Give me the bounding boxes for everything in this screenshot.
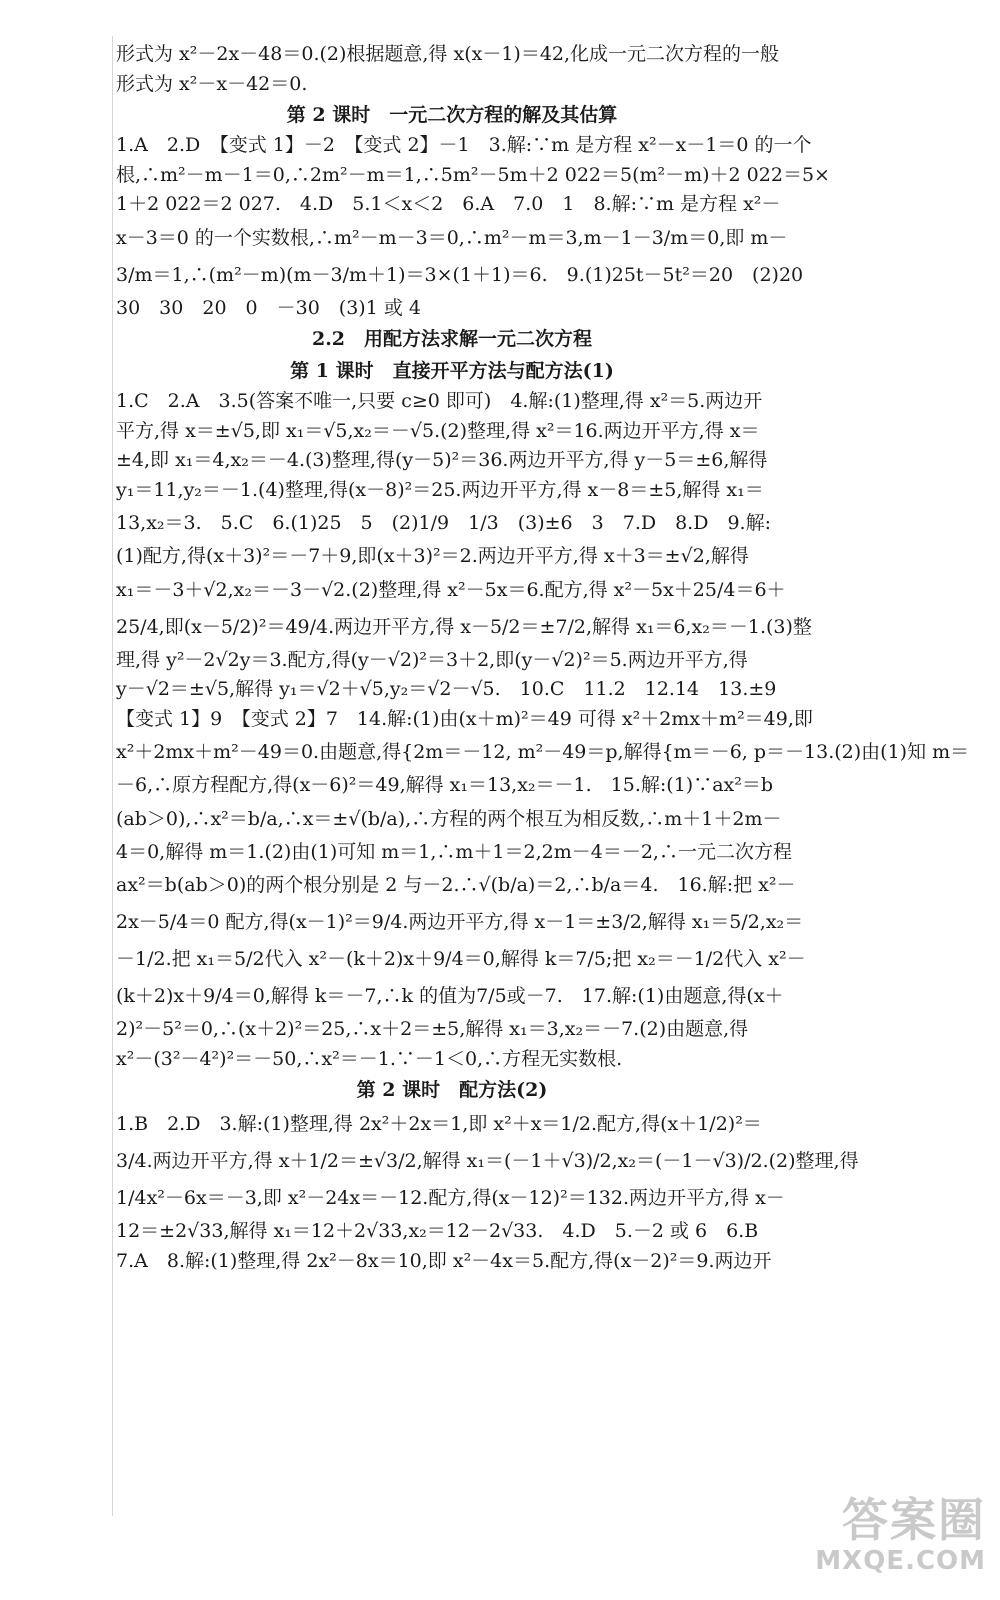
answer-line: ±4,即 x₁＝4,x₂＝－4.(3)整理,得(y－5)²＝36.两边开平方,得 y－5＝±6,解得 bbox=[116, 449, 768, 471]
answer-line: 1＋2 022＝2 027. 4.D 5.1＜x＜2 6.A 7.0 1 8.解:∵m 是方程 x²－ bbox=[116, 193, 781, 215]
answer-line: x²－(3²－4²)²＝－50,∴x²＝－1.∵－1＜0,∴方程无实数根. bbox=[116, 1047, 623, 1070]
answer-line: x－3＝0 的一个实数根,∴m²－m－3＝0,∴m²－m＝3,m－1－3/m＝0,即 m－ bbox=[116, 226, 788, 249]
answer-line: 理,得 y²－2√2y＝3.配方,得(y－√2)²＝3＋2,即(y－√2)²＝5.两边开平方,得 bbox=[116, 648, 748, 671]
answer-line: 形式为 x²－x－42＝0. bbox=[116, 72, 308, 95]
answer-line: －6,∴原方程配方,得(x－6)²＝49,解得 x₁＝13,x₂＝－1. 15.解:(1)∵ax²＝b bbox=[116, 774, 774, 796]
answer-line: 1.B 2.D 3.解:(1)整理,得 2x²＋2x＝1,即 x²＋x＝1/2.配方,得(x＋1/2)²＝ bbox=[116, 1113, 762, 1135]
answer-line: 30 30 20 0 －30 (3)1 或 4 bbox=[116, 296, 421, 319]
answer-line: 1.C 2.A 3.5(答案不唯一,只要 c≥0 即可) 4.解:(1)整理,得 x²＝5.两边开 bbox=[116, 390, 763, 412]
answer-line: (ab＞0),∴x²＝b/a,∴x＝±√(b/a),∴方程的两个根互为相反数,∴m＋1＋2m－ bbox=[116, 807, 782, 830]
watermark-logo-text: 答案圈 bbox=[842, 1493, 986, 1547]
answer-line: 3/4.两边开平方,得 x＋1/2＝±√3/2,解得 x₁＝(－1＋√3)/2,x₂＝(－1－√3)/2.(2)整理,得 bbox=[116, 1150, 859, 1172]
watermark-domain: MXQE.COM bbox=[815, 1546, 986, 1576]
answer-line: 7.A 8.解:(1)整理,得 2x²－8x＝10,即 x²－4x＝5.配方,得(x－2)²＝9.两边开 bbox=[116, 1249, 772, 1272]
site-watermark bbox=[766, 1494, 986, 1586]
answer-line: y₁＝11,y₂＝－1.(4)整理,得(x－8)²＝25.两边开平方,得 x－8＝±5,解得 x₁＝ bbox=[116, 478, 764, 501]
section-heading: 第 1 课时 直接开平方法与配方法(1) bbox=[290, 360, 614, 382]
answer-line: x₁＝－3＋√2,x₂＝－3－√2.(2)整理,得 x²－5x＝6.配方,得 x²－5x＋25/4＝6＋ bbox=[116, 578, 786, 601]
answer-line: －1/2.把 x₁＝5/2代入 x²－(k＋2)x＋9/4＝0,解得 k＝7/5;把 x₂＝－1/2代入 x²－ bbox=[116, 948, 806, 970]
section-heading: 第 2 课时 配方法(2) bbox=[356, 1079, 548, 1101]
answer-line: 平方,得 x＝±√5,即 x₁＝√5,x₂＝－√5.(2)整理,得 x²＝16.两边开平方,得 x＝ bbox=[116, 419, 760, 442]
answer-line: ax²＝b(ab＞0)的两个根分别是 2 与－2.∴√(b/a)＝2,∴b/a＝4. 16.解:把 x²－ bbox=[116, 874, 796, 896]
section-heading: 2.2 用配方法求解一元二次方程 bbox=[311, 328, 593, 350]
answer-line: 2)²－5²＝0,∴(x＋2)²＝25,∴x＋2＝±5,解得 x₁＝3,x₂＝－7.(2)由题意,得 bbox=[116, 1018, 749, 1040]
answer-line: 2x－5/4＝0 配方,得(x－1)²＝9/4.两边开平方,得 x－1＝±3/2,解得 x₁＝5/2,x₂＝ bbox=[116, 911, 804, 933]
answer-line: 3/m＝1,∴(m²－m)(m－3/m＋1)＝3×(1＋1)＝6. 9.(1)25t－5t²＝20 (2)20 bbox=[116, 263, 804, 286]
answer-line: 根,∴m²－m－1＝0,∴2m²－m＝1,∴5m²－5m＋2 022＝5(m²－m)＋2 022＝5× bbox=[116, 163, 830, 186]
answer-line: 形式为 x²－2x－48＝0.(2)根据题意,得 x(x－1)＝42,化成一元二次方程的一般 bbox=[116, 43, 780, 65]
section-heading: 第 2 课时 一元二次方程的解及其估算 bbox=[286, 104, 618, 126]
answer-line: x²＋2mx＋m²－49＝0.由题意,得{2m＝－12, m²－49＝p,解得{m＝－6, p＝－13.(2)由(1)知 m＝ bbox=[116, 741, 970, 763]
answer-line: 1/4x²－6x＝－3,即 x²－24x＝－12.配方,得(x－12)²＝132.两边开平方,得 x－ bbox=[116, 1187, 785, 1209]
margin-rule bbox=[112, 36, 113, 1516]
answer-line: y－√2＝±√5,解得 y₁＝√2＋√5,y₂＝√2－√5. 10.C 11.2 12.14 13.±9 bbox=[116, 678, 777, 700]
answer-line: 4＝0,解得 m＝1.(2)由(1)可知 m＝1,∴m＋1＝2,2m－4＝－2,∴一元二次方程 bbox=[116, 840, 792, 863]
answer-line: (1)配方,得(x＋3)²＝－7＋9,即(x＋3)²＝2.两边开平方,得 x＋3＝±√2,解得 bbox=[116, 545, 749, 567]
answer-line: 1.A 2.D 【变式 1】－2 【变式 2】－1 3.解:∵m 是方程 x²－x－1＝0 的一个 bbox=[116, 134, 812, 156]
answer-line: 13,x₂＝3. 5.C 6.(1)25 5 (2)1/9 1/3 (3)±6 3 7.D 8.D 9.解: bbox=[116, 512, 771, 534]
answer-line: 【变式 1】9 【变式 2】7 14.解:(1)由(x＋m)²＝49 可得 x²＋2mx＋m²＝49,即 bbox=[116, 707, 813, 730]
answer-text-body bbox=[116, 40, 970, 1276]
answer-line: 25/4,即(x－5/2)²＝49/4.两边开平方,得 x－5/2＝±7/2,解得 x₁＝6,x₂＝－1.(3)整 bbox=[116, 615, 812, 638]
answer-line: (k＋2)x＋9/4＝0,解得 k＝－7,∴k 的值为7/5或－7. 17.解:(1)由题意,得(x＋ bbox=[116, 985, 784, 1007]
answer-line: 12＝±2√33,解得 x₁＝12＋2√33,x₂＝12－2√33. 4.D 5.－2 或 6 6.B bbox=[116, 1220, 759, 1242]
